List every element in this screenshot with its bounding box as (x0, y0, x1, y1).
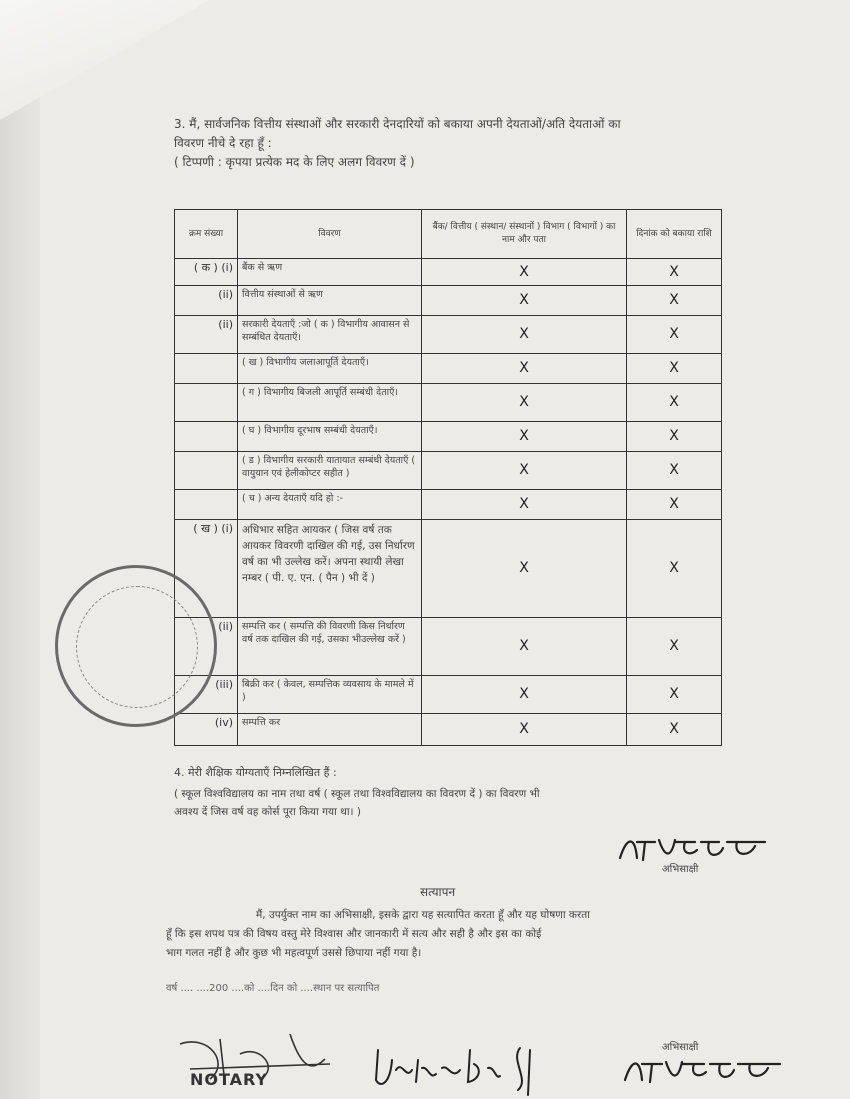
section3-line2: विवरण नीचे दे रहा हूँ : (174, 136, 272, 150)
table-row (175, 618, 722, 676)
table-row (175, 676, 722, 714)
row-num (175, 452, 238, 490)
row-col4-mark: X (627, 354, 722, 384)
bottom-deponent-label: अभिसाक्षी (662, 1042, 699, 1053)
verification-line1: मैं, उपर्युक्त नाम का अभिसाक्षी, इसके द्वारा यह सत्यापित करता हूँ और यह घोषणा करता (256, 909, 590, 921)
row-desc: ( ख ) विभागीय जलाआपूर्ति देयताएँ। (238, 354, 422, 384)
deponent-label: अभिसाक्षी (662, 864, 699, 875)
header-outstanding: दिनांक को बकाया राशि (627, 210, 722, 259)
table-row (175, 316, 722, 354)
row-num: (ii) (175, 618, 238, 676)
verification-title: सत्यापन (420, 885, 456, 899)
notary-seal (55, 565, 217, 727)
row-col4-mark: X (627, 676, 722, 714)
row-col3-mark: X (422, 452, 627, 490)
row-num: ( ख ) (i) (175, 520, 238, 618)
row-col4-mark: X (627, 490, 722, 520)
table-row (175, 422, 722, 452)
row-desc: ( ड ) विभागीय सरकारी यातायात सम्बंधी देयताएँ ( वायुयान एवं हेलीकोप्टर सहीत ) (238, 452, 422, 490)
row-col3-mark: X (422, 520, 627, 618)
row-desc: वित्तीय संस्थाओं से ऋण (238, 286, 422, 316)
row-col3-mark: X (422, 676, 627, 714)
row-num (175, 490, 238, 520)
header-bank-name: बैंक/ वित्तीय ( संस्थान/ संस्थानों ) विभाग ( विभागों ) का नाम और पता (422, 210, 627, 259)
row-num: (ii) (175, 286, 238, 316)
row-col4-mark: X (627, 259, 722, 286)
row-col4-mark: X (627, 384, 722, 422)
row-col4-mark: X (627, 520, 722, 618)
row-col3-mark: X (422, 384, 627, 422)
row-col3-mark: X (422, 490, 627, 520)
table-row (175, 384, 722, 422)
row-col3-mark: X (422, 316, 627, 354)
row-col3-mark: X (422, 618, 627, 676)
section4-line1: 4. मेरी शैक्षिक योग्यताएँ निम्नलिखित हैं : (174, 766, 337, 779)
folded-corner (0, 0, 210, 120)
liabilities-table (174, 209, 722, 746)
row-desc: अधिभार सहित आयकर ( जिस वर्ष तक आयकर विवरणी दाखिल की गई, उस निर्धारण वर्ष का भी उल्लेख करें। अपना स्थायी लेखा नम्बर ( पी. ए. एन. ( पैन ) भी दें ) (238, 520, 422, 618)
section3-note: ( टिप्पणी : कृपया प्रत्येक मद के लिए अलग विवरण दें ) (174, 155, 415, 169)
section3-line1: 3. मैं, सार्वजनिक वित्तीय संस्थाओं और सरकारी देनदारियों को बकाया अपनी देयताओं/अति देयताओं का (174, 117, 621, 131)
section4-line2: ( स्कूल विश्वविद्यालय का नाम तथा वर्ष ( स्कूल तथा विश्वविद्यालय का विवरण दें ) का विवरण भी (174, 788, 540, 800)
page-edge-shadow (0, 0, 40, 1099)
row-desc: सम्पत्ति कर ( सम्पत्ति की विवरणी किस निर्धारण वर्ष तक दाखिल की गई, उसका भीउल्लेख करें ) (238, 618, 422, 676)
row-col4-mark: X (627, 452, 722, 490)
row-num (175, 354, 238, 384)
table-row (175, 354, 722, 384)
row-col4-mark: X (627, 316, 722, 354)
verification-line3: भाग गलत नहीं है और कुछ भी महत्वपूर्ण उससे छिपाया नहीं गया है। (166, 947, 422, 959)
witness-signature (370, 1040, 560, 1099)
row-desc: सरकारी देयताएँ :जो ( क ) विभागीय आवासन से सम्बंधित देयताएँ। (238, 316, 422, 354)
row-col4-mark: X (627, 714, 722, 746)
row-col3-mark: X (422, 354, 627, 384)
verification-line2: हूँ कि इस शपथ पत्र की विषय वस्तु मेरे विश्वास और जानकारी में सत्य और सही है और इस का कोई (166, 928, 542, 940)
table-row (175, 286, 722, 316)
table-row (175, 259, 722, 286)
row-num: ( क ) (i) (175, 259, 238, 286)
table-row (175, 520, 722, 618)
row-num: (ii) (175, 316, 238, 354)
section4-line3: अवश्य दें जिस वर्ष वह कोर्स पूरा किया गया था। ) (174, 806, 361, 818)
row-num: (iv) (175, 714, 238, 746)
bottom-deponent-signature (620, 1048, 790, 1092)
table-row (175, 714, 722, 746)
notary-seal-inner-ring (76, 586, 198, 708)
row-desc: बिक्री कर ( केवल, सम्पत्तिक व्यवसाय के मामले में ) (238, 676, 422, 714)
row-col3-mark: X (422, 422, 627, 452)
row-desc: ( च ) अन्य देयताएँ यदि हो :- (238, 490, 422, 520)
row-desc: ( ग ) विभागीय बिजली आपूर्ति सम्बंधी देताएँ। (238, 384, 422, 422)
row-col4-mark: X (627, 422, 722, 452)
table-header-row (175, 210, 722, 259)
notary-stamp-text: NOTARY (190, 1070, 269, 1089)
header-description: विवरण (238, 210, 422, 259)
table-row (175, 490, 722, 520)
table-row (175, 452, 722, 490)
row-desc: ( घ ) विभागीय दूरभाष सम्बंधी देयताएँ। (238, 422, 422, 452)
row-num (175, 384, 238, 422)
header-serial: क्रम संख्या (175, 210, 238, 259)
row-col3-mark: X (422, 286, 627, 316)
row-col3-mark: X (422, 714, 627, 746)
verification-footer: वर्ष .... ....200 ....को ....दिन को ....स्थान पर सत्यापित (166, 983, 380, 994)
row-num (175, 422, 238, 452)
row-desc: सम्पत्ति कर (238, 714, 422, 746)
row-col4-mark: X (627, 618, 722, 676)
row-num: (iii) (175, 676, 238, 714)
row-col3-mark: X (422, 259, 627, 286)
row-desc: बैंक से ऋण (238, 259, 422, 286)
row-col4-mark: X (627, 286, 722, 316)
